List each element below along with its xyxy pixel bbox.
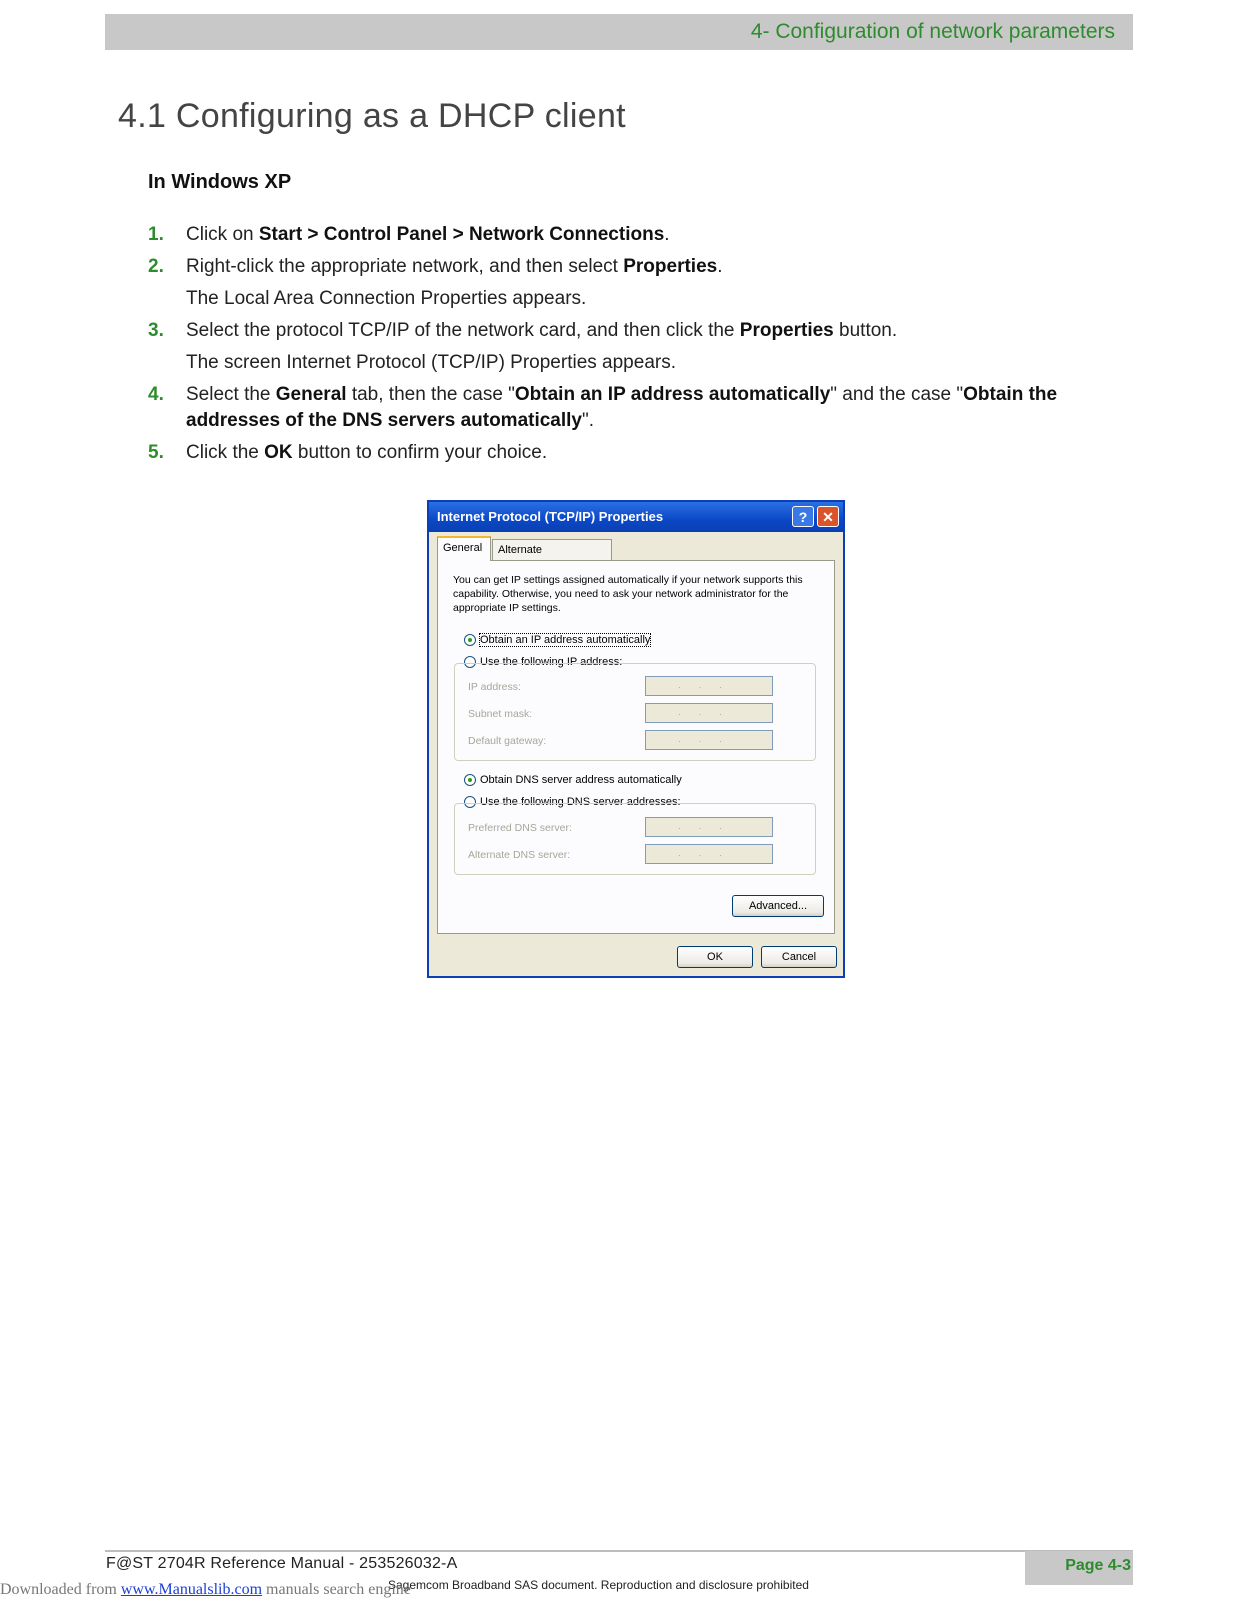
alternate-dns-input[interactable]: ...: [645, 844, 773, 864]
subnet-mask-label: Subnet mask:: [468, 708, 533, 720]
step-item: [148, 254, 1108, 312]
footer-divider: [105, 1550, 1133, 1552]
alternate-dns-label: Alternate DNS server:: [468, 849, 571, 861]
tab-general[interactable]: General: [437, 536, 491, 561]
step-text-run: Right-click the appropriate network, and then select: [186, 256, 624, 277]
step-number: 4.: [148, 384, 164, 405]
ok-button[interactable]: OK: [677, 946, 753, 968]
default-gateway-input[interactable]: ...: [645, 730, 773, 750]
step-number: 2.: [148, 256, 164, 277]
close-icon[interactable]: ✕: [817, 506, 839, 527]
footer-manual-reference: F@ST 2704R Reference Manual - 253526032-A: [106, 1555, 458, 1572]
downloaded-suffix: manuals search engine: [262, 1581, 411, 1598]
subnet-mask-input[interactable]: ...: [645, 703, 773, 723]
step-emphasis: OK: [264, 442, 293, 463]
tab-alternate-configuration[interactable]: Alternate: [492, 539, 612, 561]
help-icon[interactable]: ?: [792, 506, 814, 527]
cancel-button[interactable]: Cancel: [761, 946, 837, 968]
preferred-dns-label: Preferred DNS server:: [468, 822, 572, 834]
step-emphasis: Properties: [623, 256, 718, 277]
step-emphasis: Obtain an IP address automatically: [514, 384, 831, 405]
radio-selected-icon: [464, 634, 476, 646]
dns-server-group: [454, 803, 816, 875]
obtain-ip-automatically-radio[interactable]: [464, 633, 650, 649]
section-title: 4.1 Configuring as a DHCP client: [118, 97, 626, 135]
radio-selected-icon: [464, 774, 476, 786]
step-text-run: Select the: [186, 384, 276, 405]
step-text-run: " and the case ": [830, 384, 964, 405]
advanced-button[interactable]: Advanced...: [732, 895, 824, 917]
step-text-run: Click the: [186, 442, 265, 463]
default-gateway-label: Default gateway:: [468, 735, 547, 747]
chapter-title: 4- Configuration of network parameters: [750, 20, 1115, 43]
step-text-run: Select the protocol TCP/IP of the network card, and then click the: [186, 320, 740, 341]
tcpip-properties-dialog: [427, 500, 845, 978]
footer-notice: Sagemcom Broadband SAS document. Reproduction and disclosure prohibited: [388, 1578, 809, 1592]
subheading: In Windows XP: [148, 171, 292, 193]
step-text-run: ".: [582, 410, 595, 431]
obtain-dns-automatically-label: Obtain DNS server address automatically: [480, 774, 682, 787]
step-note: The Local Area Connection Properties appears.: [186, 288, 587, 309]
dialog-titlebar[interactable]: [429, 502, 843, 532]
intro-text: You can get IP settings assigned automatically if your network supports this capability. Otherwise, you need to ask your network administrator for the appropriate IP settings.: [453, 574, 803, 614]
dialog-title: Internet Protocol (TCP/IP) Properties: [437, 509, 664, 524]
step-emphasis: Properties: [739, 320, 834, 341]
step-text: [186, 224, 670, 245]
step-emphasis: Obtain the addresses of the DNS servers automatically: [186, 384, 1058, 431]
step-emphasis: Start > Control Panel > Network Connections: [258, 224, 665, 245]
obtain-dns-automatically-radio[interactable]: [464, 773, 682, 789]
ip-address-group: [454, 663, 816, 761]
step-number: 1.: [148, 224, 164, 245]
step-text-run: .: [664, 224, 670, 245]
step-text-run: tab, then the case ": [346, 384, 515, 405]
obtain-ip-automatically-label: Obtain an IP address automatically: [480, 634, 651, 647]
page-number: Page 4-3: [1065, 1557, 1131, 1574]
step-item: [148, 318, 1108, 376]
step-text-run: button.: [833, 320, 898, 341]
step-text-run: button to confirm your choice.: [292, 442, 548, 463]
downloaded-prefix: Downloaded from: [0, 1581, 121, 1598]
step-item: [148, 440, 1108, 466]
downloaded-from-watermark: [0, 1581, 411, 1599]
step-text-run: Click on: [186, 224, 259, 245]
step-number: 5.: [148, 442, 164, 463]
general-tab-panel: [437, 560, 835, 934]
use-following-ip-label: Use the following IP address:: [480, 656, 623, 669]
manualslib-link[interactable]: www.Manualslib.com: [120, 1581, 263, 1598]
use-following-dns-label: Use the following DNS server addresses:: [480, 796, 681, 809]
step-note: The screen Internet Protocol (TCP/IP) Properties appears.: [186, 352, 676, 373]
ip-address-label: IP address:: [468, 681, 521, 693]
step-item: [148, 222, 1108, 248]
chapter-header-bar: [105, 14, 1133, 50]
step-text: [186, 256, 723, 277]
ip-address-input[interactable]: ...: [645, 676, 773, 696]
steps-list: [148, 222, 1108, 472]
step-number: 3.: [148, 320, 164, 341]
step-text: [186, 442, 547, 463]
step-item: [148, 382, 1108, 434]
preferred-dns-input[interactable]: ...: [645, 817, 773, 837]
step-emphasis: General: [275, 384, 347, 405]
page-number-box: [1025, 1551, 1133, 1585]
step-text: [186, 384, 1057, 431]
step-text: [186, 320, 897, 341]
step-text-run: .: [717, 256, 723, 277]
